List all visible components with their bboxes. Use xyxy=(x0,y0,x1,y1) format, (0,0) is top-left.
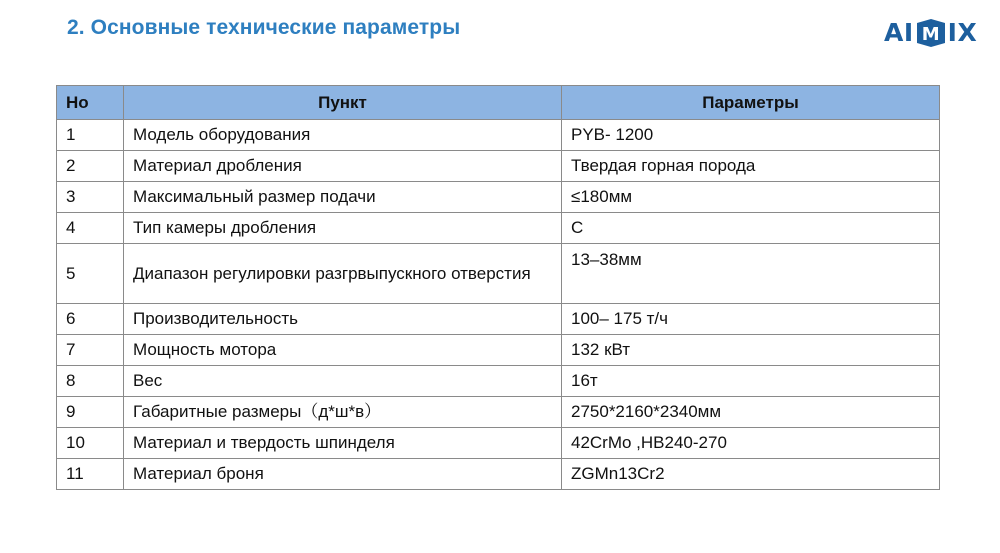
table-row xyxy=(57,244,940,304)
row-value: 42CrMo ,HB240-270 xyxy=(562,428,940,459)
row-item: Модель оборудования xyxy=(124,120,562,151)
row-item: Диапазон регулировки разгрвыпускного отверстия xyxy=(124,244,562,304)
header-value: Параметры xyxy=(562,86,940,120)
header-item: Пункт xyxy=(124,86,562,120)
table-header-row xyxy=(57,86,940,120)
table-row xyxy=(57,151,940,182)
row-item: Материал броня xyxy=(124,459,562,490)
row-value: 132 кВт xyxy=(562,335,940,366)
table-row xyxy=(57,428,940,459)
row-value: 16т xyxy=(562,366,940,397)
aimix-logo xyxy=(884,18,977,47)
row-item: Тип камеры дробления xyxy=(124,213,562,244)
page-title: 2. Основные технические параметры xyxy=(67,16,461,39)
table-row xyxy=(57,120,940,151)
table-row xyxy=(57,335,940,366)
row-no: 2 xyxy=(57,151,124,182)
logo-text-left: AI xyxy=(884,18,914,47)
row-item: Максимальный размер подачи xyxy=(124,182,562,213)
row-value: 13–38мм xyxy=(562,244,940,304)
header-no: Но xyxy=(57,86,124,120)
row-no: 3 xyxy=(57,182,124,213)
row-value: C xyxy=(562,213,940,244)
row-no: 9 xyxy=(57,397,124,428)
row-value: ≤180мм xyxy=(562,182,940,213)
row-item: Вес xyxy=(124,366,562,397)
logo-text-middle: M xyxy=(921,23,940,45)
table-row xyxy=(57,213,940,244)
table-row xyxy=(57,182,940,213)
row-value: ZGMn13Cr2 xyxy=(562,459,940,490)
table-row xyxy=(57,397,940,428)
spec-table xyxy=(56,85,940,490)
row-value: 2750*2160*2340мм xyxy=(562,397,940,428)
table-row xyxy=(57,304,940,335)
row-no: 1 xyxy=(57,120,124,151)
logo-m-badge xyxy=(915,19,947,47)
table-row xyxy=(57,366,940,397)
logo-text-right: IX xyxy=(947,18,978,47)
row-value: PYB- 1200 xyxy=(562,120,940,151)
row-item: Материал и твердость шпинделя xyxy=(124,428,562,459)
row-no: 8 xyxy=(57,366,124,397)
row-item: Производительность xyxy=(124,304,562,335)
row-no: 4 xyxy=(57,213,124,244)
table-row xyxy=(57,459,940,490)
row-value: Твердая горная порода xyxy=(562,151,940,182)
row-no: 11 xyxy=(57,459,124,490)
row-value: 100– 175 т/ч xyxy=(562,304,940,335)
row-no: 5 xyxy=(57,244,124,304)
row-no: 6 xyxy=(57,304,124,335)
row-no: 7 xyxy=(57,335,124,366)
row-item: Габаритные размеры（д*ш*в） xyxy=(124,397,562,428)
row-item: Мощность мотора xyxy=(124,335,562,366)
row-item: Материал дробления xyxy=(124,151,562,182)
row-no: 10 xyxy=(57,428,124,459)
